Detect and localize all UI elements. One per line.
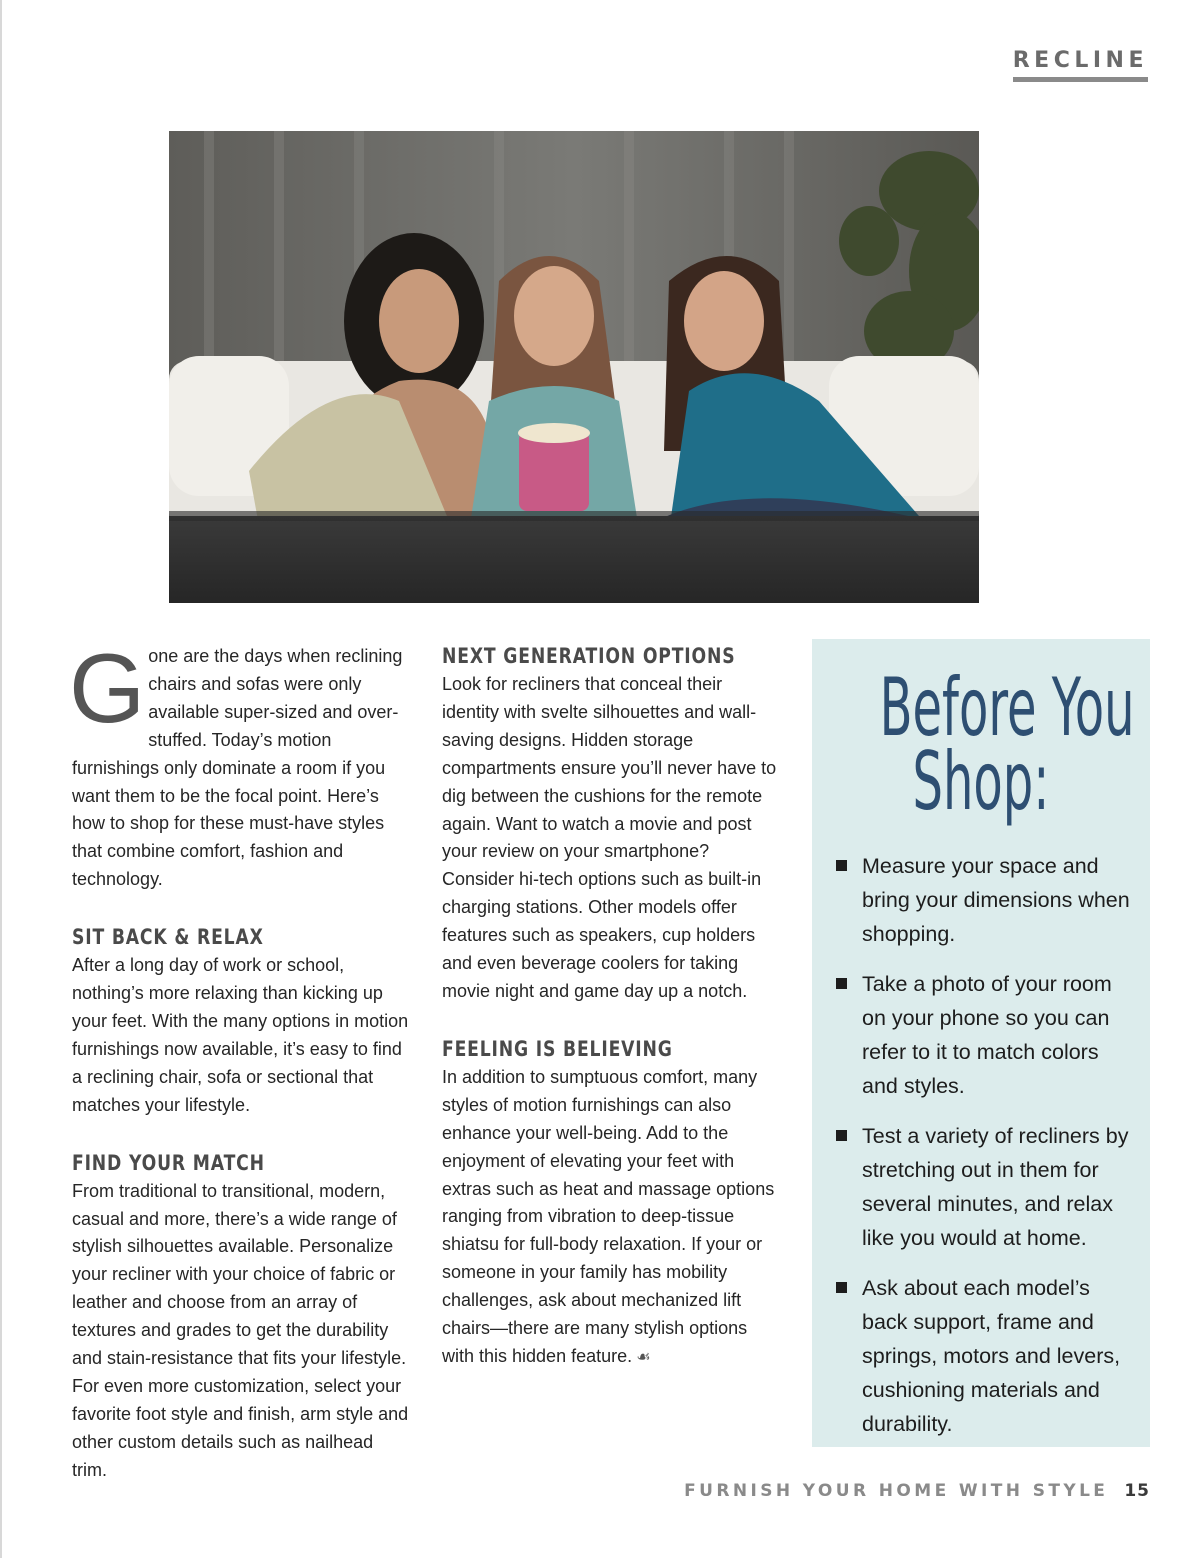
tip-item — [835, 1271, 1130, 1441]
page-edge — [0, 0, 2, 1558]
drop-cap: G — [69, 633, 146, 743]
section-tag: RECLINE — [1013, 48, 1148, 82]
tip-text: Take a photo of your room on your phone so you can refer to it to match colors and styles. — [862, 972, 1112, 1098]
sidebar-title — [879, 661, 1135, 828]
body-feeling — [442, 1064, 782, 1372]
end-mark-icon: ☙ — [636, 1348, 651, 1366]
middle-column — [442, 641, 782, 1372]
heading-next-generation: NEXT GENERATION OPTIONS — [442, 644, 736, 668]
page-number: 15 — [1124, 1481, 1150, 1501]
body-feeling-text: In addition to sumptuous comfort, many styles of motion furnishings can also enhance your well-being. Add to the enjoyment of elevating your feet with extras such as heat and massage options ranging from vibration to deep-tissue shiatsu for full-body relaxation. If your or someone in your family has mobility challenges, ask about mechanized lift chairs—there are many stylish options with this hidden feature. — [442, 1066, 775, 1366]
sidebar-title-line2: Shop: — [912, 735, 1050, 828]
page-footer — [684, 1481, 1150, 1501]
tip-text: Test a variety of recliners by stretching out in them for several minutes, and relax like you would at home. — [862, 1124, 1129, 1250]
square-bullet-icon — [836, 860, 847, 871]
body-next-generation: Look for recliners that conceal their identity with svelte silhouettes and wall-saving designs. Hidden storage compartments ensure you’ll never have to dig between the cushions for the remote again. Want to watch a movie and post your review on your smartphone? Consider hi-tech options such as built-in charging stations. Other models offer features such as speakers, cup holders and even beverage coolers for taking movie night and game day up a notch. — [442, 674, 777, 1001]
square-bullet-icon — [836, 1282, 847, 1293]
body-find-match: From traditional to transitional, modern, casual and more, there’s a wide range of stylish silhouettes available. Personalize your recliner with your choice of fabric or leather and choose from an array of textures and grades to get the durability and stain-resistance that fits your lifestyle. For even more customization, select your favorite foot style and finish, arm style and other custom details such as nailhead trim. — [72, 1180, 409, 1480]
tip-text: Ask about each model’s back support, frame and springs, motors and levers, cushioning materials and durability. — [862, 1276, 1121, 1436]
heading-sit-back: SIT BACK & RELAX — [72, 925, 264, 950]
tip-text: Measure your space and bring your dimensions when shopping. — [862, 854, 1130, 946]
square-bullet-icon — [836, 1130, 847, 1141]
tips-list — [812, 849, 1150, 1441]
square-bullet-icon — [836, 978, 847, 989]
before-you-shop-sidebar — [812, 639, 1150, 1447]
tip-item — [835, 1119, 1130, 1255]
footer-tagline: FURNISH YOUR HOME WITH STYLE — [684, 1481, 1109, 1501]
heading-find-match: FIND YOUR MATCH — [72, 1150, 265, 1175]
hero-photo — [169, 131, 979, 603]
tip-item — [835, 967, 1130, 1103]
sidebar-title-line1: Before You — [879, 661, 1135, 754]
heading-feeling: FEELING IS BELIEVING — [442, 1036, 673, 1061]
left-column — [69, 633, 410, 1485]
body-sit-back: After a long day of work or school, nothing’s more relaxing than kicking up your feet. With the many options in motion furnishings now available, it’s easy to find a reclining chair, sofa or sectional that matches your lifestyle. — [72, 955, 409, 1115]
intro-paragraph — [69, 633, 410, 894]
intro-text: one are the days when reclining chairs and sofas were only available super-sized and over-stuffed. Today’s motion furnishings only dominate a room if you want them to be the focal point. Here’s how to shop for these must-have styles that combine comfort, fashion and technology. — [72, 646, 403, 890]
tip-item — [835, 849, 1130, 951]
hero-illustration — [169, 131, 979, 603]
